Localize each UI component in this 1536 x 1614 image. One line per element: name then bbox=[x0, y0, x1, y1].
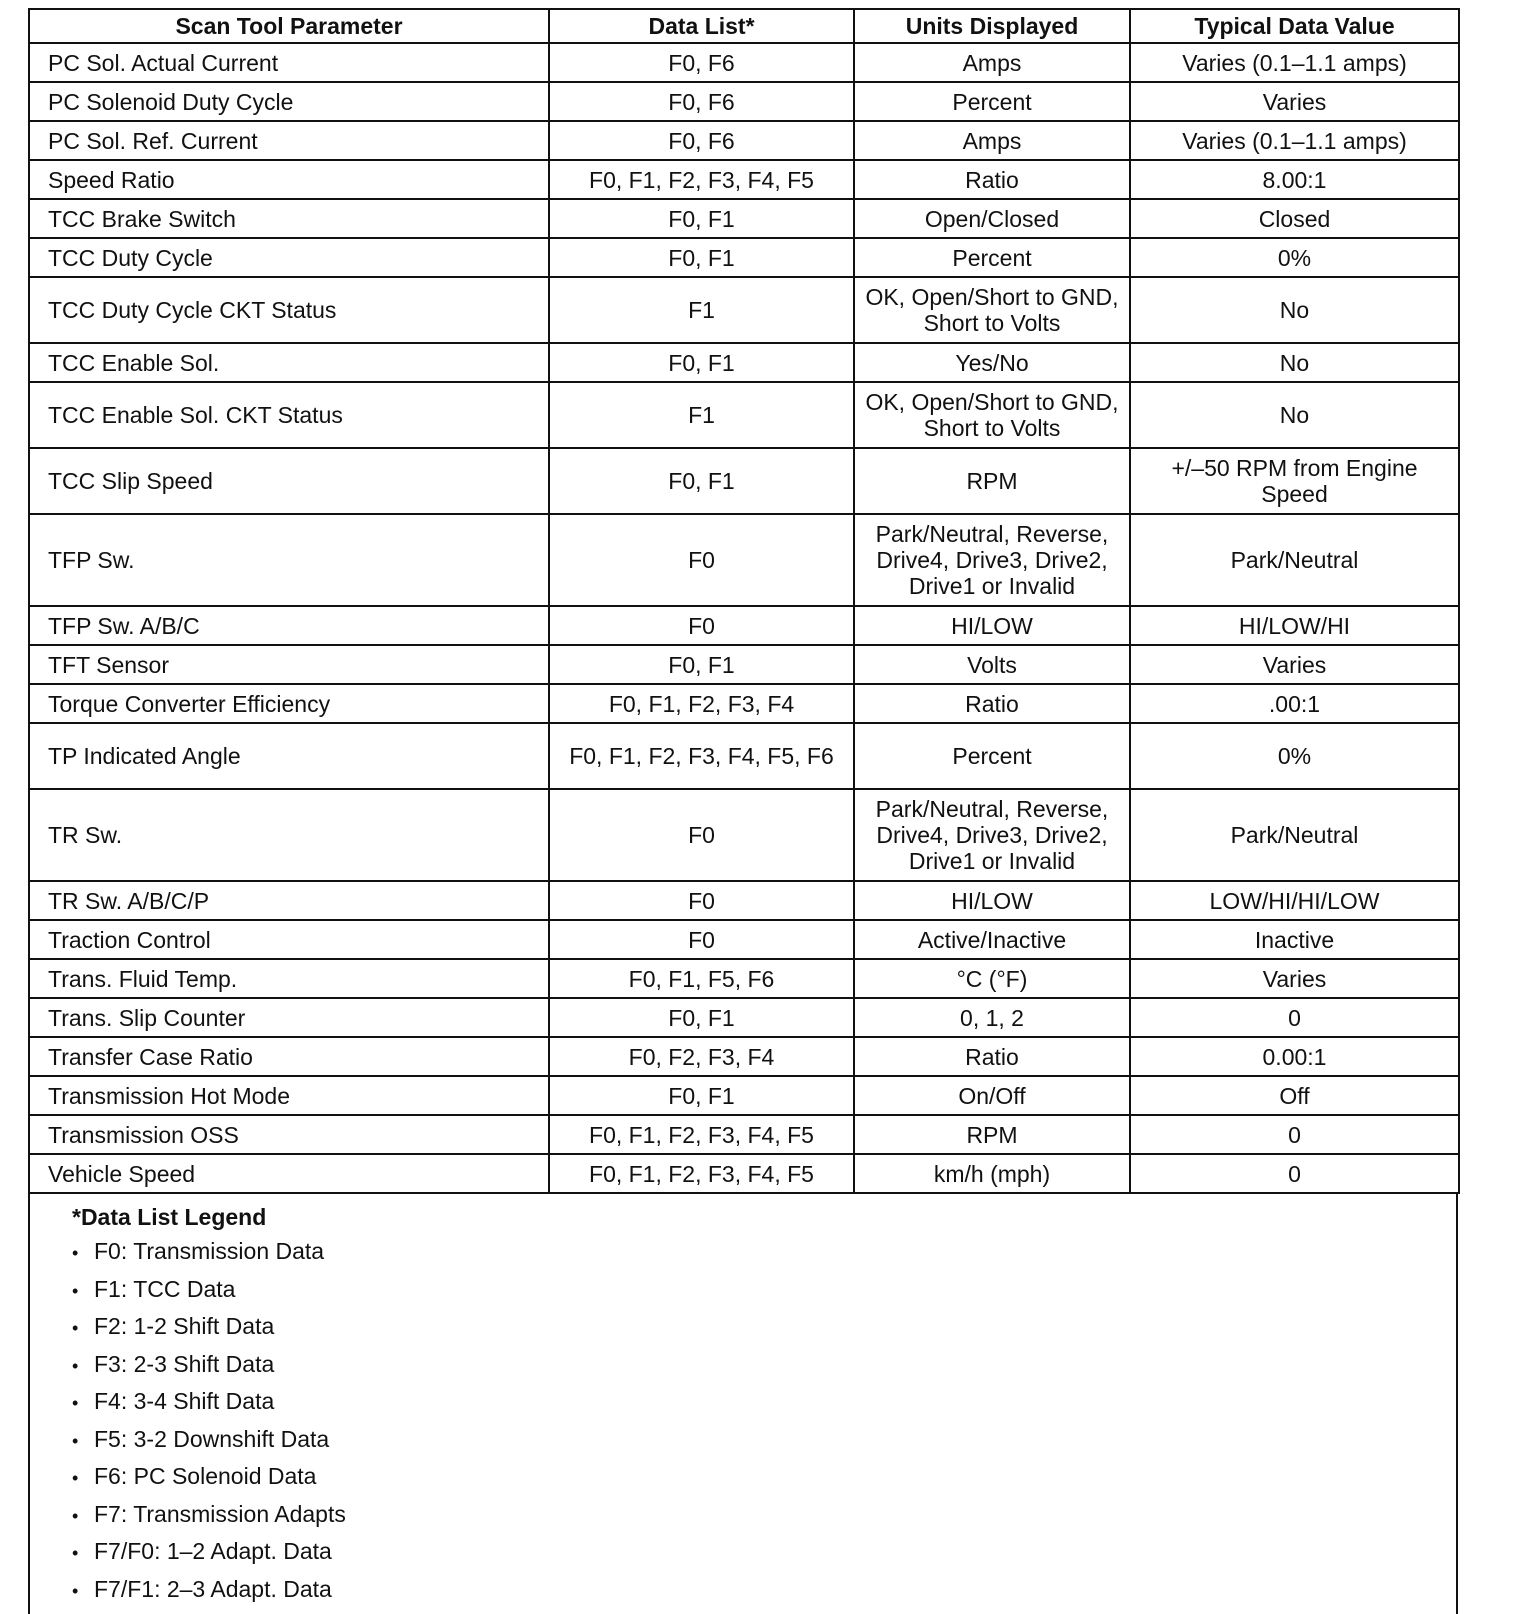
table-row bbox=[29, 82, 1459, 121]
cell-parameter: TR Sw. A/B/C/P bbox=[29, 881, 549, 920]
cell-typical-value: 0% bbox=[1130, 238, 1459, 277]
cell-data-list: F0 bbox=[549, 606, 854, 645]
cell-parameter: PC Solenoid Duty Cycle bbox=[29, 82, 549, 121]
cell-units: RPM bbox=[854, 1115, 1130, 1154]
legend-item bbox=[72, 1422, 1456, 1460]
cell-parameter: Vehicle Speed bbox=[29, 1154, 549, 1193]
table-row bbox=[29, 606, 1459, 645]
cell-units: Active/Inactive bbox=[854, 920, 1130, 959]
legend-item bbox=[72, 1347, 1456, 1385]
legend-item bbox=[72, 1459, 1456, 1497]
cell-parameter: Transmission OSS bbox=[29, 1115, 549, 1154]
table-row bbox=[29, 448, 1459, 514]
cell-units: OK, Open/Short to GND, Short to Volts bbox=[854, 382, 1130, 448]
cell-parameter: Trans. Slip Counter bbox=[29, 998, 549, 1037]
data-list-legend bbox=[28, 1194, 1458, 1614]
bullet-icon: • bbox=[72, 1318, 79, 1338]
cell-typical-value: No bbox=[1130, 277, 1459, 343]
cell-data-list: F0, F2, F3, F4 bbox=[549, 1037, 854, 1076]
cell-parameter: TCC Duty Cycle CKT Status bbox=[29, 277, 549, 343]
cell-typical-value: Varies (0.1–1.1 amps) bbox=[1130, 121, 1459, 160]
cell-typical-value: Varies bbox=[1130, 645, 1459, 684]
cell-data-list: F0, F1 bbox=[549, 343, 854, 382]
cell-units: Percent bbox=[854, 723, 1130, 789]
table-row bbox=[29, 1154, 1459, 1193]
bullet-icon: • bbox=[72, 1543, 79, 1563]
cell-units: Percent bbox=[854, 238, 1130, 277]
cell-parameter: TCC Enable Sol. CKT Status bbox=[29, 382, 549, 448]
cell-parameter: PC Sol. Ref. Current bbox=[29, 121, 549, 160]
cell-units: Yes/No bbox=[854, 343, 1130, 382]
cell-units: HI/LOW bbox=[854, 606, 1130, 645]
table-row bbox=[29, 881, 1459, 920]
table-row bbox=[29, 920, 1459, 959]
legend-item-text: F7/F0: 1–2 Adapt. Data bbox=[94, 1538, 332, 1564]
table-row bbox=[29, 43, 1459, 82]
scan-tool-data-sheet bbox=[28, 8, 1458, 1614]
cell-typical-value: Varies bbox=[1130, 959, 1459, 998]
cell-typical-value: Varies bbox=[1130, 82, 1459, 121]
table-row bbox=[29, 343, 1459, 382]
cell-typical-value: Park/Neutral bbox=[1130, 789, 1459, 881]
bullet-icon: • bbox=[72, 1580, 79, 1601]
cell-units: °C (°F) bbox=[854, 959, 1130, 998]
legend-item bbox=[72, 1272, 1456, 1310]
bullet-icon: • bbox=[72, 1243, 79, 1263]
cell-data-list: F0 bbox=[549, 881, 854, 920]
cell-units: Park/Neutral, Reverse, Drive4, Drive3, Drive2, Drive1 or Invalid bbox=[854, 789, 1130, 881]
cell-typical-value: HI/LOW/HI bbox=[1130, 606, 1459, 645]
table-row bbox=[29, 645, 1459, 684]
cell-data-list: F0, F1 bbox=[549, 448, 854, 514]
cell-data-list: F0 bbox=[549, 789, 854, 881]
cell-parameter: TR Sw. bbox=[29, 789, 549, 881]
cell-units: Percent bbox=[854, 82, 1130, 121]
cell-typical-value: No bbox=[1130, 343, 1459, 382]
cell-data-list: F0, F1 bbox=[549, 1076, 854, 1115]
table-row bbox=[29, 789, 1459, 881]
legend-item-text: F5: 3-2 Downshift Data bbox=[94, 1425, 330, 1452]
cell-data-list: F0, F1, F5, F6 bbox=[549, 959, 854, 998]
cell-parameter: TFP Sw. A/B/C bbox=[29, 606, 549, 645]
cell-typical-value: 0 bbox=[1130, 1154, 1459, 1193]
cell-data-list: F0, F6 bbox=[549, 121, 854, 160]
cell-units: Amps bbox=[854, 121, 1130, 160]
cell-typical-value: 0 bbox=[1130, 1115, 1459, 1154]
table-row bbox=[29, 1076, 1459, 1115]
legend-item bbox=[72, 1572, 1456, 1610]
cell-units: Ratio bbox=[854, 160, 1130, 199]
bullet-icon: • bbox=[72, 1468, 79, 1488]
table-row bbox=[29, 684, 1459, 723]
cell-data-list: F0, F1, F2, F3, F4, F5 bbox=[549, 1115, 854, 1154]
cell-parameter: TCC Brake Switch bbox=[29, 199, 549, 238]
legend-item bbox=[72, 1234, 1456, 1272]
cell-units: Ratio bbox=[854, 1037, 1130, 1076]
cell-data-list: F0 bbox=[549, 514, 854, 606]
cell-typical-value: +/–50 RPM from Engine Speed bbox=[1130, 448, 1459, 514]
cell-typical-value: No bbox=[1130, 382, 1459, 448]
cell-data-list: F0, F1, F2, F3, F4 bbox=[549, 684, 854, 723]
bullet-icon: • bbox=[72, 1280, 79, 1301]
table-row bbox=[29, 998, 1459, 1037]
cell-data-list: F0, F1, F2, F3, F4, F5 bbox=[549, 160, 854, 199]
legend-item-text: F6: PC Solenoid Data bbox=[94, 1463, 317, 1489]
cell-units: On/Off bbox=[854, 1076, 1130, 1115]
cell-typical-value: Varies (0.1–1.1 amps) bbox=[1130, 43, 1459, 82]
table-row bbox=[29, 160, 1459, 199]
table-row bbox=[29, 277, 1459, 343]
table-row bbox=[29, 723, 1459, 789]
cell-units: HI/LOW bbox=[854, 881, 1130, 920]
table-row bbox=[29, 1037, 1459, 1076]
cell-typical-value: 0 bbox=[1130, 998, 1459, 1037]
header-typical-value: Typical Data Value bbox=[1130, 9, 1459, 43]
cell-typical-value: .00:1 bbox=[1130, 684, 1459, 723]
legend-item-text: F1: TCC Data bbox=[94, 1275, 236, 1302]
header-parameter: Scan Tool Parameter bbox=[29, 9, 549, 43]
table-row bbox=[29, 121, 1459, 160]
legend-item-text: F7: Transmission Adapts bbox=[94, 1500, 346, 1527]
cell-data-list: F0, F1 bbox=[549, 238, 854, 277]
header-units: Units Displayed bbox=[854, 9, 1130, 43]
table-row bbox=[29, 238, 1459, 277]
cell-data-list: F0, F1, F2, F3, F4, F5 bbox=[549, 1154, 854, 1193]
cell-data-list: F0, F6 bbox=[549, 82, 854, 121]
cell-data-list: F0, F1 bbox=[549, 645, 854, 684]
legend-list bbox=[72, 1234, 1456, 1609]
cell-parameter: Trans. Fluid Temp. bbox=[29, 959, 549, 998]
cell-parameter: TFT Sensor bbox=[29, 645, 549, 684]
cell-typical-value: Inactive bbox=[1130, 920, 1459, 959]
table-row bbox=[29, 959, 1459, 998]
cell-parameter: Transmission Hot Mode bbox=[29, 1076, 549, 1115]
cell-units: Open/Closed bbox=[854, 199, 1130, 238]
bullet-icon: • bbox=[72, 1505, 79, 1526]
cell-units: 0, 1, 2 bbox=[854, 998, 1130, 1037]
cell-parameter: Speed Ratio bbox=[29, 160, 549, 199]
table-row bbox=[29, 199, 1459, 238]
scan-tool-parameter-table bbox=[28, 8, 1460, 1194]
cell-parameter: TCC Duty Cycle bbox=[29, 238, 549, 277]
cell-parameter: TP Indicated Angle bbox=[29, 723, 549, 789]
bullet-icon: • bbox=[72, 1393, 79, 1413]
bullet-icon: • bbox=[72, 1430, 79, 1451]
cell-data-list: F0, F6 bbox=[549, 43, 854, 82]
legend-item bbox=[72, 1309, 1456, 1347]
cell-typical-value: Off bbox=[1130, 1076, 1459, 1115]
cell-parameter: PC Sol. Actual Current bbox=[29, 43, 549, 82]
cell-typical-value: 8.00:1 bbox=[1130, 160, 1459, 199]
table-row bbox=[29, 514, 1459, 606]
bullet-icon: • bbox=[72, 1355, 79, 1376]
cell-typical-value: 0.00:1 bbox=[1130, 1037, 1459, 1076]
cell-data-list: F0, F1 bbox=[549, 199, 854, 238]
cell-units: OK, Open/Short to GND, Short to Volts bbox=[854, 277, 1130, 343]
legend-item-text: F3: 2-3 Shift Data bbox=[94, 1350, 275, 1377]
cell-data-list: F0 bbox=[549, 920, 854, 959]
cell-units: RPM bbox=[854, 448, 1130, 514]
cell-typical-value: Closed bbox=[1130, 199, 1459, 238]
cell-parameter: TCC Slip Speed bbox=[29, 448, 549, 514]
cell-data-list: F0, F1 bbox=[549, 998, 854, 1037]
cell-parameter: TFP Sw. bbox=[29, 514, 549, 606]
legend-item bbox=[72, 1534, 1456, 1572]
cell-data-list: F0, F1, F2, F3, F4, F5, F6 bbox=[549, 723, 854, 789]
header-data-list: Data List* bbox=[549, 9, 854, 43]
cell-typical-value: 0% bbox=[1130, 723, 1459, 789]
cell-parameter: Transfer Case Ratio bbox=[29, 1037, 549, 1076]
cell-units: Volts bbox=[854, 645, 1130, 684]
cell-units: Park/Neutral, Reverse, Drive4, Drive3, Drive2, Drive1 or Invalid bbox=[854, 514, 1130, 606]
legend-item bbox=[72, 1497, 1456, 1535]
legend-item bbox=[72, 1384, 1456, 1422]
cell-data-list: F1 bbox=[549, 277, 854, 343]
legend-item-text: F4: 3-4 Shift Data bbox=[94, 1388, 275, 1414]
legend-item-text: F7/F1: 2–3 Adapt. Data bbox=[94, 1575, 332, 1602]
table-row bbox=[29, 382, 1459, 448]
cell-parameter: Torque Converter Efficiency bbox=[29, 684, 549, 723]
table-header-row bbox=[29, 9, 1459, 43]
legend-item-text: F0: Transmission Data bbox=[94, 1238, 325, 1264]
cell-parameter: TCC Enable Sol. bbox=[29, 343, 549, 382]
cell-units: km/h (mph) bbox=[854, 1154, 1130, 1193]
cell-data-list: F1 bbox=[549, 382, 854, 448]
legend-title: *Data List Legend bbox=[72, 1204, 267, 1230]
cell-typical-value: LOW/HI/HI/LOW bbox=[1130, 881, 1459, 920]
table-row bbox=[29, 1115, 1459, 1154]
cell-units: Amps bbox=[854, 43, 1130, 82]
cell-typical-value: Park/Neutral bbox=[1130, 514, 1459, 606]
cell-parameter: Traction Control bbox=[29, 920, 549, 959]
legend-item-text: F2: 1-2 Shift Data bbox=[94, 1313, 275, 1339]
cell-units: Ratio bbox=[854, 684, 1130, 723]
